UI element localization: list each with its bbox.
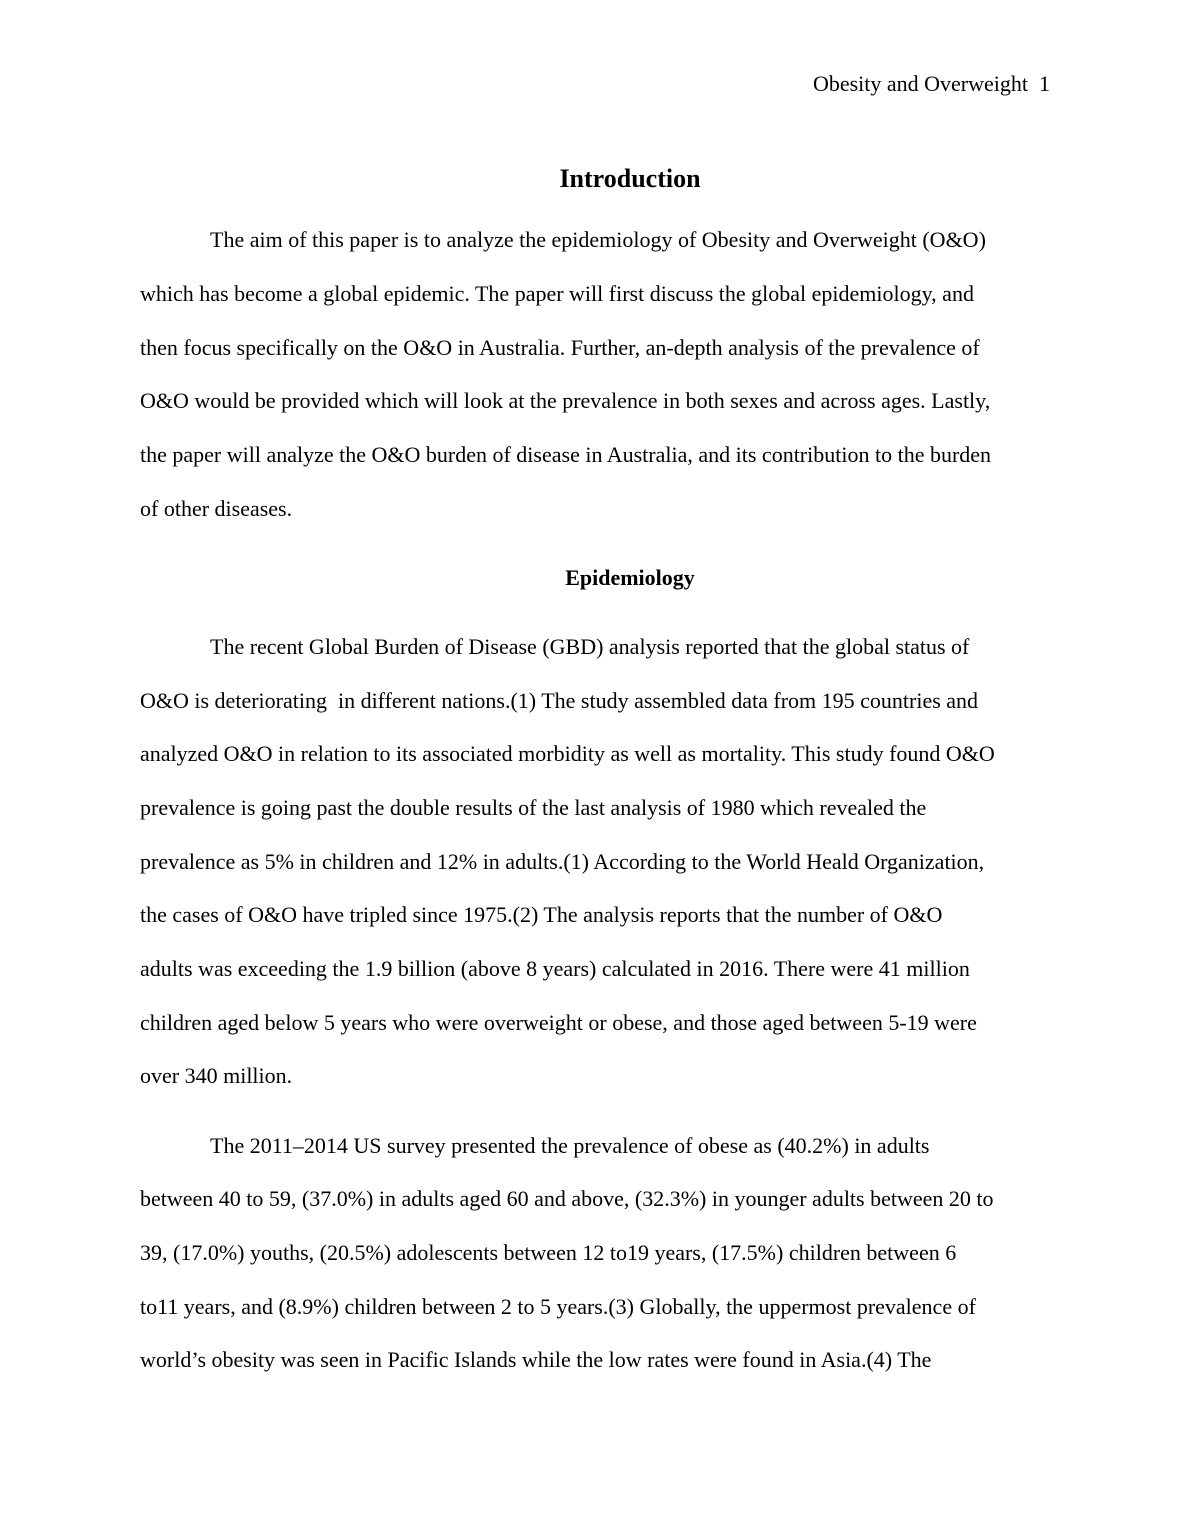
paragraph-line: over 340 million.: [140, 1063, 293, 1088]
paragraph-line: adults was exceeding the 1.9 billion (above 8 years) calculated in 2016. There were 41 million: [140, 956, 970, 981]
running-header: [813, 70, 1050, 98]
heading-epidemiology: Epidemiology: [565, 565, 695, 590]
paragraph-line: 39, (17.0%) youths, (20.5%) adolescents between 12 to19 years, (17.5%) children between 6: [140, 1240, 957, 1265]
paragraph-line: analyzed O&O in relation to its associated morbidity as well as mortality. This study found O&O: [140, 741, 995, 766]
heading-introduction: Introduction: [559, 164, 701, 193]
page-number: 1: [1039, 71, 1050, 96]
paragraph-line: then focus specifically on the O&O in Australia. Further, an-depth analysis of the prevalence of: [140, 335, 980, 360]
paragraph-line: The recent Global Burden of Disease (GBD) analysis reported that the global status of: [210, 634, 970, 659]
paragraph-line: children aged below 5 years who were overweight or obese, and those aged between 5-19 were: [140, 1010, 977, 1035]
paragraph-line: prevalence is going past the double results of the last analysis of 1980 which revealed the: [140, 795, 927, 820]
paragraph-line: which has become a global epidemic. The paper will first discuss the global epidemiology, and: [140, 281, 974, 306]
paragraph-line: the paper will analyze the O&O burden of disease in Australia, and its contribution to the burden: [140, 442, 992, 467]
paragraph-line: O&O is deteriorating in different nations.(1) The study assembled data from 195 countries and: [140, 688, 979, 713]
paragraph-line: of other diseases.: [140, 496, 293, 521]
paragraph-line: the cases of O&O have tripled since 1975.(2) The analysis reports that the number of O&O: [140, 902, 943, 927]
paragraph-line: to11 years, and (8.9%) children between 2 to 5 years.(3) Globally, the uppermost prevalence of: [140, 1294, 976, 1319]
paragraph-line: The 2011–2014 US survey presented the prevalence of obese as (40.2%) in adults: [210, 1133, 930, 1158]
paragraph-line: The aim of this paper is to analyze the epidemiology of Obesity and Overweight (O&O): [210, 227, 986, 252]
paragraph-line: prevalence as 5% in children and 12% in adults.(1) According to the World Heald Organization,: [140, 849, 985, 874]
paragraph-line: O&O would be provided which will look at the prevalence in both sexes and across ages. Lastly,: [140, 388, 991, 413]
running-title: Obesity and Overweight: [812, 71, 1028, 96]
paragraph-line: between 40 to 59, (37.0%) in adults aged 60 and above, (32.3%) in younger adults between 20 to: [140, 1186, 994, 1211]
paragraph-line: world’s obesity was seen in Pacific Islands while the low rates were found in Asia.(4) The: [140, 1347, 932, 1372]
